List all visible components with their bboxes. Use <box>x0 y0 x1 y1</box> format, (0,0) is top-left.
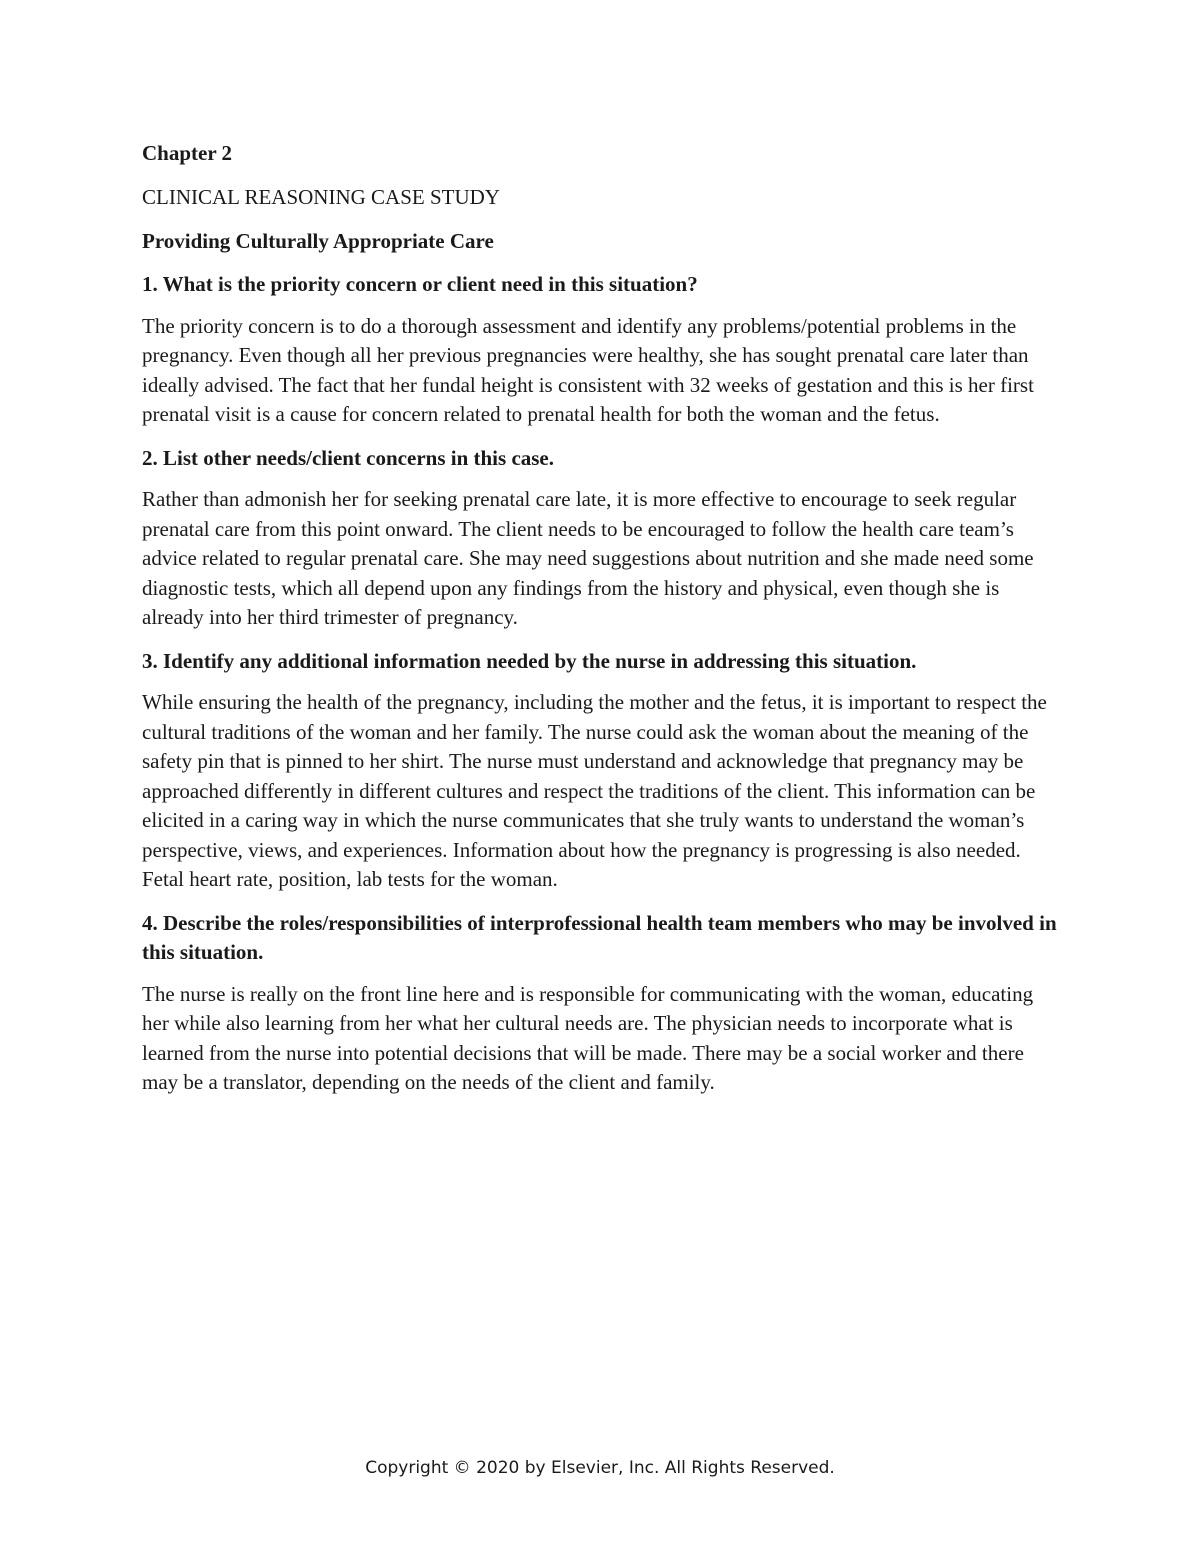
section-3 <box>142 647 1062 895</box>
document-page <box>142 138 1062 1112</box>
question-1: 1. What is the priority concern or client need in this situation? <box>142 272 698 296</box>
case-study-subtitle: Providing Culturally Appropriate Care <box>142 229 494 253</box>
answer-2: Rather than admonish her for seeking prenatal care late, it is more effective to encourage to seek regular prenatal care from this point onward. The client needs to be encouraged to follow the health care team’s advice related to regular prenatal care. She may need suggestions about nutrition and she made need some diagnostic tests, which all depend upon any findings from the history and physical, even though she is already into her third trimester of pregnancy. <box>142 487 1034 629</box>
answer-1: The priority concern is to do a thorough assessment and identify any problems/potential problems in the pregnancy. Even though all her previous pregnancies were healthy, she has sought prenatal care later than ideally advised. The fact that her fundal height is consistent with 32 weeks of gestation and this is her first prenatal visit is a cause for concern related to prenatal health for both the woman and the fetus. <box>142 313 1034 426</box>
section-2 <box>142 444 1062 633</box>
section-1 <box>142 270 1062 430</box>
chapter-heading: Chapter 2 <box>142 141 233 165</box>
question-4: 4. Describe the roles/responsibilities of interprofessional health team members who may be involved in this situation. <box>142 910 1057 964</box>
section-4 <box>142 909 1062 1098</box>
question-2: 2. List other needs/client concerns in this case. <box>142 445 555 470</box>
copyright-footer: Copyright © 2020 by Elsevier, Inc. All Rights Reserved. <box>365 1458 835 1478</box>
answer-3: While ensuring the health of the pregnancy, including the mother and the fetus, it is important to respect the cultural traditions of the woman and her family. The nurse could ask the woman about the meaning of the safety pin that is pinned to her shirt. The nurse must understand and acknowledge that pregnancy may be approached differently in different cultures and respect the traditions of the client. This information can be elicited in a caring way in which the nurse communicates that she truly wants to understand the woman’s perspective, views, and experiences. Information about how the pregnancy is progressing is also needed. Fetal heart rate, position, lab tests for the woman. <box>142 690 1047 891</box>
case-study-title: CLINICAL REASONING CASE STUDY <box>142 185 500 209</box>
answer-4: The nurse is really on the front line here and is responsible for communicating with the woman, educating her while also learning from her what her cultural needs are. The physician needs to incorporate what is learned from the nurse into potential decisions that will be made. There may be a social worker and there may be a translator, depending on the needs of the client and family. <box>142 981 1034 1094</box>
question-3: 3. Identify any additional information needed by the nurse in addressing this situation. <box>142 648 917 673</box>
